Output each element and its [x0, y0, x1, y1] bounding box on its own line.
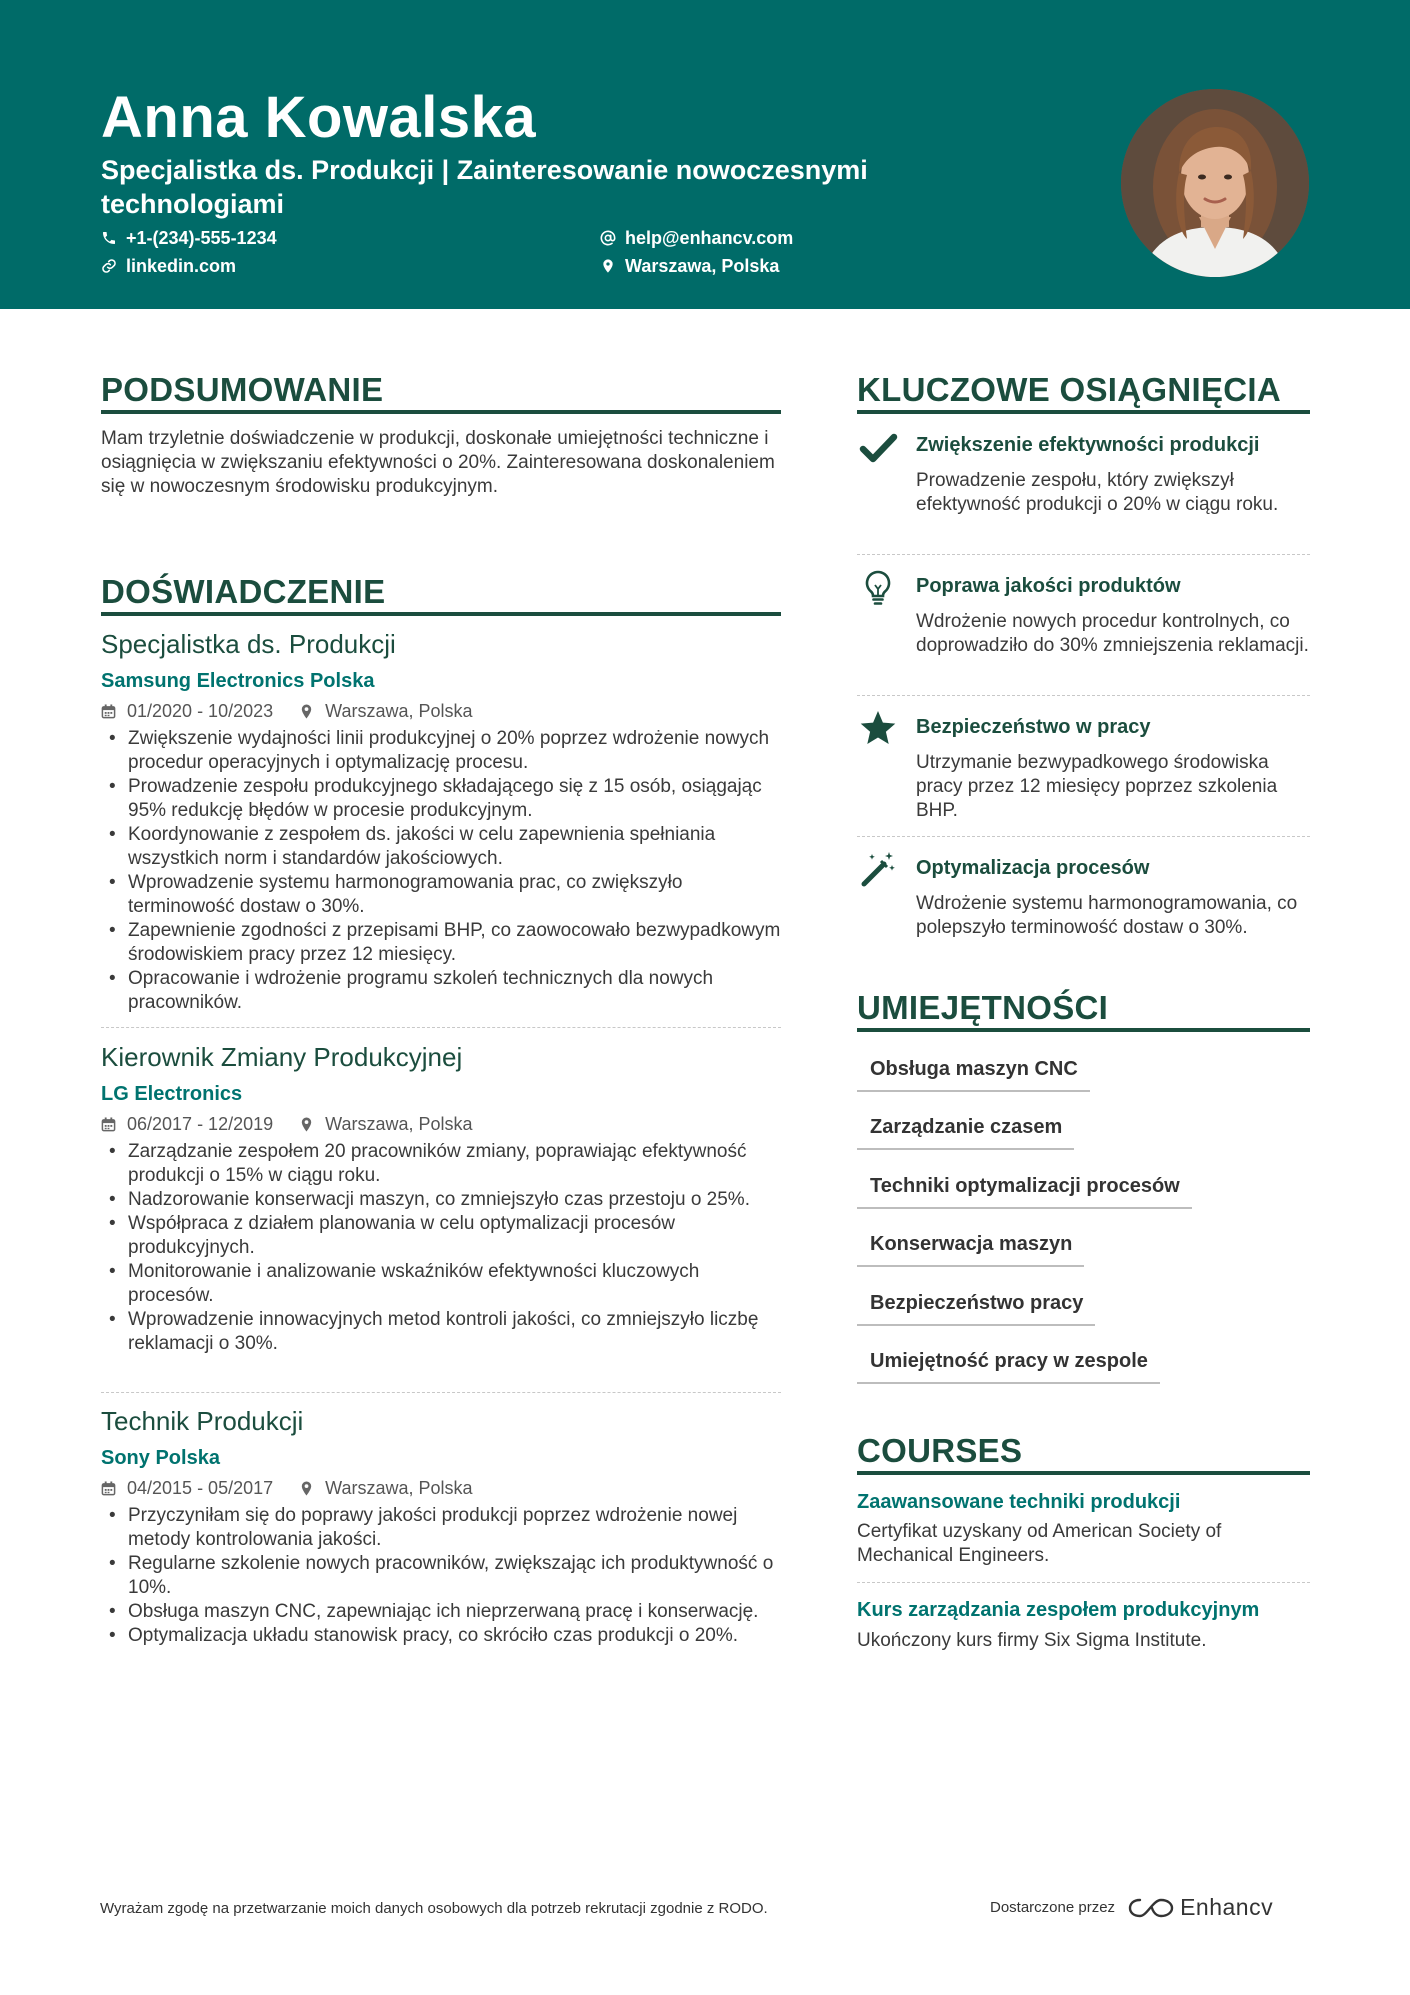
- achievement-title: Zwiększenie efektywności produkcji: [916, 434, 1260, 456]
- map-pin-icon: [299, 1481, 314, 1496]
- job-bullet: • Wprowadzenie systemu harmonogramowania prac, co zwiększyło terminowość dostaw o 30%.: [101, 871, 781, 919]
- achievements-title-rule: [857, 410, 1310, 414]
- achievements-section-title: KLUCZOWE OSIĄGNIĘCIA: [857, 371, 1281, 408]
- job-bullet: • Przyczyniłam się do poprawy jakości produkcji poprzez wdrożenie nowej metody kontrolowania jakości.: [101, 1504, 781, 1552]
- contact-email[interactable]: [600, 226, 793, 250]
- location-text: Warszawa, Polska: [625, 256, 780, 276]
- company-name: LG Electronics: [101, 1083, 243, 1105]
- map-pin-icon: [600, 258, 616, 274]
- job-bullet: • Opracowanie i wdrożenie programu szkoleń technicznych dla nowych pracowników.: [101, 967, 781, 1015]
- email-text: help@enhancv.com: [625, 228, 794, 248]
- job-bullet: • Współpraca z działem planowania w celu optymalizacji procesów produkcyjnych.: [101, 1212, 781, 1260]
- checkmark-icon: [858, 428, 898, 468]
- achievement-divider: [857, 554, 1310, 555]
- map-pin-icon: [299, 704, 314, 719]
- job-dates: 01/2020 - 10/2023: [127, 701, 274, 721]
- at-sign-icon: [600, 230, 616, 246]
- experience-title-rule: [101, 612, 781, 616]
- company-name: Samsung Electronics Polska: [101, 670, 375, 692]
- link-icon: [101, 258, 117, 274]
- job-bullet: • Zapewnienie zgodności z przepisami BHP, co zaowocowało bezwypadkowym środowiskiem pracy przez 12 miesięcy.: [101, 919, 781, 967]
- job-bullet: • Zwiększenie wydajności linii produkcyjnej o 20% poprzez wdrożenie nowych procedur operacyjnych i optymalizację procesu.: [101, 727, 781, 775]
- job-location: [299, 700, 472, 722]
- job-meta: [101, 700, 473, 722]
- skills-section-title: UMIEJĘTNOŚCI: [857, 989, 1109, 1026]
- achievement-description: Wdrożenie nowych procedur kontrolnych, co doprowadziło do 30% zmniejszenia reklamacji.: [916, 611, 1309, 656]
- skill-tag: Techniki optymalizacji procesów: [857, 1173, 1192, 1209]
- calendar-icon: [101, 1117, 116, 1132]
- courses-title-rule: [857, 1471, 1310, 1475]
- achievement-description: Wdrożenie systemu harmonogramowania, co polepszyło terminowość dostaw o 30%.: [916, 893, 1298, 938]
- job-dates: 04/2015 - 05/2017: [127, 1478, 274, 1498]
- achievement-description: Utrzymanie bezwypadkowego środowiska pracy przez 12 miesięcy poprzez szkolenia BHP.: [916, 752, 1278, 821]
- skill-tag: Bezpieczeństwo pracy: [857, 1290, 1095, 1326]
- candidate-headline: Specjalistka ds. Produkcji | Zainteresowanie nowoczesnymi technologiami: [101, 155, 868, 219]
- job-location-text: Warszawa, Polska: [325, 1478, 473, 1498]
- job-bullet: • Monitorowanie i analizowanie wskaźników efektywności kluczowych procesów.: [101, 1260, 781, 1308]
- courses-section-title: COURSES: [857, 1432, 1023, 1469]
- job-location: [299, 1477, 472, 1499]
- job-bullet-list: [101, 1504, 781, 1648]
- course-description: Ukończony kurs firmy Six Sigma Institute.: [857, 1630, 1207, 1651]
- map-pin-icon: [299, 1117, 314, 1132]
- skill-tag: Obsługa maszyn CNC: [857, 1056, 1090, 1092]
- skill-tag: Umiejętność pracy w zespole: [857, 1348, 1160, 1384]
- candidate-name: Anna Kowalska: [101, 85, 537, 150]
- summary-title-rule: [101, 410, 781, 414]
- job-bullet: • Nadzorowanie konserwacji maszyn, co zmniejszyło czas przestoju o 25%.: [101, 1188, 781, 1212]
- job-title: Technik Produkcji: [101, 1406, 304, 1436]
- achievement-title: Bezpieczeństwo w pracy: [916, 716, 1151, 738]
- job-bullet: • Regularne szkolenie nowych pracowników, zwiększając ich produktywność o 10%.: [101, 1552, 781, 1600]
- course-title: Kurs zarządzania zespołem produkcyjnym: [857, 1599, 1260, 1621]
- job-location: [299, 1113, 472, 1135]
- portrait-image: [1121, 89, 1309, 277]
- skill-tag: Konserwacja maszyn: [857, 1231, 1084, 1267]
- profile-photo: [1121, 89, 1309, 277]
- course-description: Certyfikat uzyskany od American Society of Mechanical Engineers.: [857, 1521, 1222, 1566]
- job-bullet: • Prowadzenie zespołu produkcyjnego składającego się z 15 osób, osiągając 95% redukcję błędów w procesie produkcyjnym.: [101, 775, 781, 823]
- skills-title-rule: [857, 1028, 1310, 1032]
- job-bullet-list: [101, 1140, 781, 1356]
- achievement-description: Prowadzenie zespołu, który zwiększył efektywność produkcji o 20% w ciągu roku.: [916, 470, 1279, 515]
- job-bullet: • Optymalizacja układu stanowisk pracy, co skróciło czas produkcji o 20%.: [101, 1624, 781, 1648]
- magic-wand-icon: [858, 849, 898, 889]
- phone-icon: [101, 230, 117, 246]
- enhancv-logo-icon: [1128, 1896, 1174, 1920]
- powered-by: [990, 1894, 1273, 1921]
- job-meta: [101, 1113, 473, 1135]
- lightbulb-icon: [858, 568, 898, 608]
- summary-section-title: PODSUMOWANIE: [101, 371, 384, 408]
- job-dates: 06/2017 - 12/2019: [127, 1114, 274, 1134]
- job-bullet: • Wprowadzenie innowacyjnych metod kontroli jakości, co zmniejszyło liczbę reklamacji o 30%.: [101, 1308, 781, 1356]
- company-name: Sony Polska: [101, 1447, 220, 1469]
- achievement-title: Poprawa jakości produktów: [916, 575, 1181, 597]
- job-divider: [101, 1027, 781, 1028]
- job-bullet: • Zarządzanie zespołem 20 pracowników zmiany, poprawiając efektywność produkcji o 15% w ciągu roku.: [101, 1140, 781, 1188]
- job-title: Specjalistka ds. Produkcji: [101, 629, 396, 659]
- job-divider: [101, 1392, 781, 1393]
- job-bullet: • Koordynowanie z zespołem ds. jakości w celu zapewnienia spełniania wszystkich norm i standardów jakościowych.: [101, 823, 781, 871]
- enhancv-logo[interactable]: [1128, 1894, 1273, 1921]
- job-bullet: • Obsługa maszyn CNC, zapewniając ich nieprzerwaną pracę i konserwację.: [101, 1600, 781, 1624]
- job-location-text: Warszawa, Polska: [325, 1114, 473, 1134]
- course-title: Zaawansowane techniki produkcji: [857, 1491, 1181, 1513]
- resume-header: [0, 0, 1410, 309]
- contact-location: [600, 254, 779, 278]
- phone-text: +1-(234)-555-1234: [126, 228, 277, 248]
- contact-phone[interactable]: [101, 226, 277, 250]
- calendar-icon: [101, 704, 116, 719]
- achievement-title: Optymalizacja procesów: [916, 857, 1150, 879]
- experience-section-title: DOŚWIADCZENIE: [101, 573, 386, 610]
- course-divider: [857, 1582, 1310, 1583]
- job-title: Kierownik Zmiany Produkcyjnej: [101, 1042, 463, 1072]
- skill-tag: Zarządzanie czasem: [857, 1114, 1074, 1150]
- job-bullet-list: [101, 727, 781, 1015]
- star-icon: [858, 708, 898, 748]
- summary-text: Mam trzyletnie doświadczenie w produkcji, doskonałe umiejętności techniczne i osiągnięcia w zwiększaniu efektywności o 20%. Zainteresowana doskonaleniem się w nowoczesnym środowisku produkcyjnym.: [101, 428, 775, 497]
- linkedin-text: linkedin.com: [126, 256, 237, 276]
- enhancv-brand-name: Enhancv: [1180, 1894, 1274, 1920]
- achievement-divider: [857, 695, 1310, 696]
- gdpr-consent-note: Wyrażam zgodę na przetwarzanie moich danych osobowych dla potrzeb rekrutacji zgodnie z RODO.: [100, 1900, 768, 1917]
- contact-linkedin[interactable]: [101, 254, 236, 278]
- job-location-text: Warszawa, Polska: [325, 701, 473, 721]
- achievement-divider: [857, 836, 1310, 837]
- job-meta: [101, 1477, 473, 1499]
- powered-by-label: Dostarczone przez: [990, 1899, 1116, 1916]
- calendar-icon: [101, 1481, 116, 1496]
